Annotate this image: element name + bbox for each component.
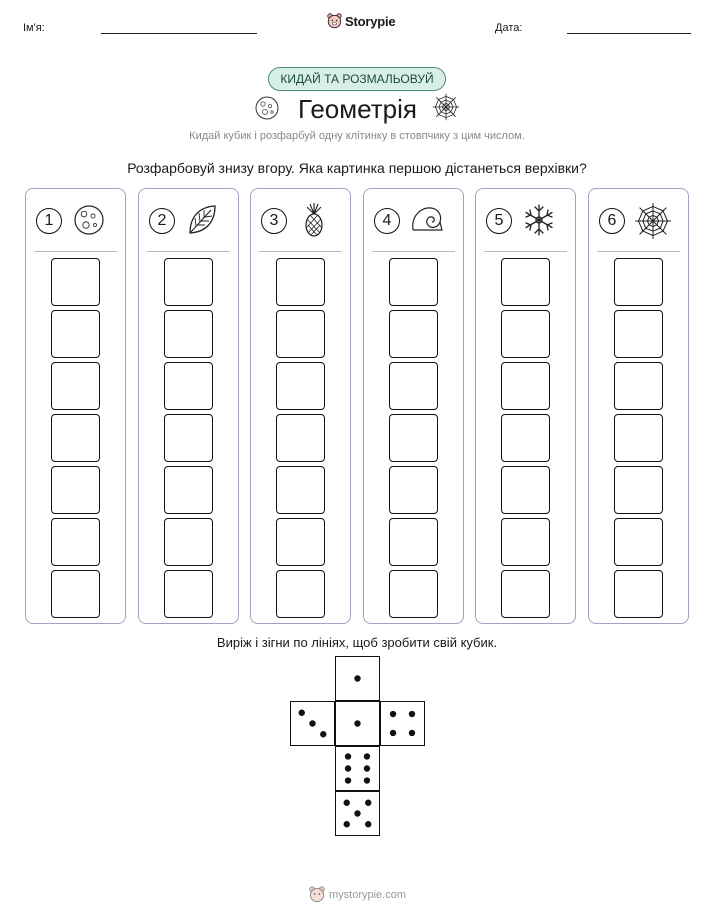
column-number: 3 [261,208,287,234]
column-3 [250,188,351,624]
activity-badge: КИДАЙ ТА РОЗМАЛЬОВУЙ [268,67,446,91]
color-cell[interactable] [389,466,438,514]
column-2 [138,188,239,624]
color-cell[interactable] [51,310,100,358]
color-cell[interactable] [276,570,325,618]
column-divider [484,251,567,252]
color-cell[interactable] [501,570,550,618]
brand-logo [327,13,395,29]
color-cell[interactable] [389,310,438,358]
color-cell[interactable] [389,362,438,410]
color-cell[interactable] [501,414,550,462]
column-divider [259,251,342,252]
column-divider [34,251,117,252]
snowflake-icon [521,202,557,243]
color-cell[interactable] [501,362,550,410]
bear-icon [327,13,342,29]
column-6 [588,188,689,624]
footer [309,886,406,903]
die-face-5 [335,791,380,836]
color-cell[interactable] [614,518,663,566]
instruction-text: Розфарбовуй знизу вгору. Яка картинка першою дістанеться верхівки? [127,160,587,176]
color-cell[interactable] [276,362,325,410]
color-cell[interactable] [389,570,438,618]
moon-icon [71,202,107,243]
color-cell[interactable] [51,466,100,514]
color-cell[interactable] [276,310,325,358]
brand-name: Storypie [345,13,396,29]
color-cell[interactable] [164,414,213,462]
color-cell[interactable] [164,362,213,410]
die-face-6 [335,746,380,791]
color-cell[interactable] [276,518,325,566]
color-cell[interactable] [389,518,438,566]
color-cell[interactable] [276,414,325,462]
column-number: 4 [374,208,400,234]
color-cell[interactable] [614,466,663,514]
subtitle: Кидай кубик і розфарбуй одну клітинку в стовпчику з цим числом. [189,130,525,142]
color-cell[interactable] [164,466,213,514]
column-divider [597,251,680,252]
color-cell[interactable] [276,466,325,514]
spiderweb-icon [634,202,672,245]
color-cell[interactable] [51,258,100,306]
pineapple-icon [296,202,332,243]
page-title: Геометрія [298,94,417,124]
column-4 [363,188,464,624]
color-cell[interactable] [614,258,663,306]
bear-icon [309,886,325,903]
color-cell[interactable] [501,466,550,514]
color-cell[interactable] [614,570,663,618]
column-number: 1 [36,208,62,234]
column-5 [475,188,576,624]
color-cell[interactable] [501,258,550,306]
column-number: 5 [486,208,512,234]
color-cell[interactable] [51,362,100,410]
die-face-4 [380,701,425,746]
cut-instruction: Виріж і зігни по лініях, щоб зробити свій кубик. [216,635,498,650]
color-cell[interactable] [164,570,213,618]
date-label: Дата: [495,22,523,34]
date-line[interactable] [567,33,691,34]
name-line[interactable] [101,33,257,34]
color-cell[interactable] [276,258,325,306]
color-cell[interactable] [501,518,550,566]
color-cell[interactable] [51,414,100,462]
color-cell[interactable] [164,258,213,306]
spiderweb-icon [431,92,461,122]
moon-icon [254,95,280,121]
color-cell[interactable] [164,518,213,566]
column-number: 2 [149,208,175,234]
column-number: 6 [599,208,625,234]
name-label: Ім'я: [23,22,45,34]
column-divider [147,251,230,252]
die-face-1 [335,656,380,701]
color-cell[interactable] [164,310,213,358]
die-face-1 [335,701,380,746]
footer-url: mystorypie.com [329,888,407,901]
die-face-3 [290,701,335,746]
color-cell[interactable] [51,570,100,618]
leaf-icon [184,202,220,243]
color-cell[interactable] [389,414,438,462]
color-cell[interactable] [501,310,550,358]
color-cell[interactable] [614,414,663,462]
color-cell[interactable] [51,518,100,566]
color-cell[interactable] [389,258,438,306]
shell-icon [409,202,445,243]
column-divider [372,251,455,252]
column-1 [25,188,126,624]
color-cell[interactable] [614,362,663,410]
color-cell[interactable] [614,310,663,358]
